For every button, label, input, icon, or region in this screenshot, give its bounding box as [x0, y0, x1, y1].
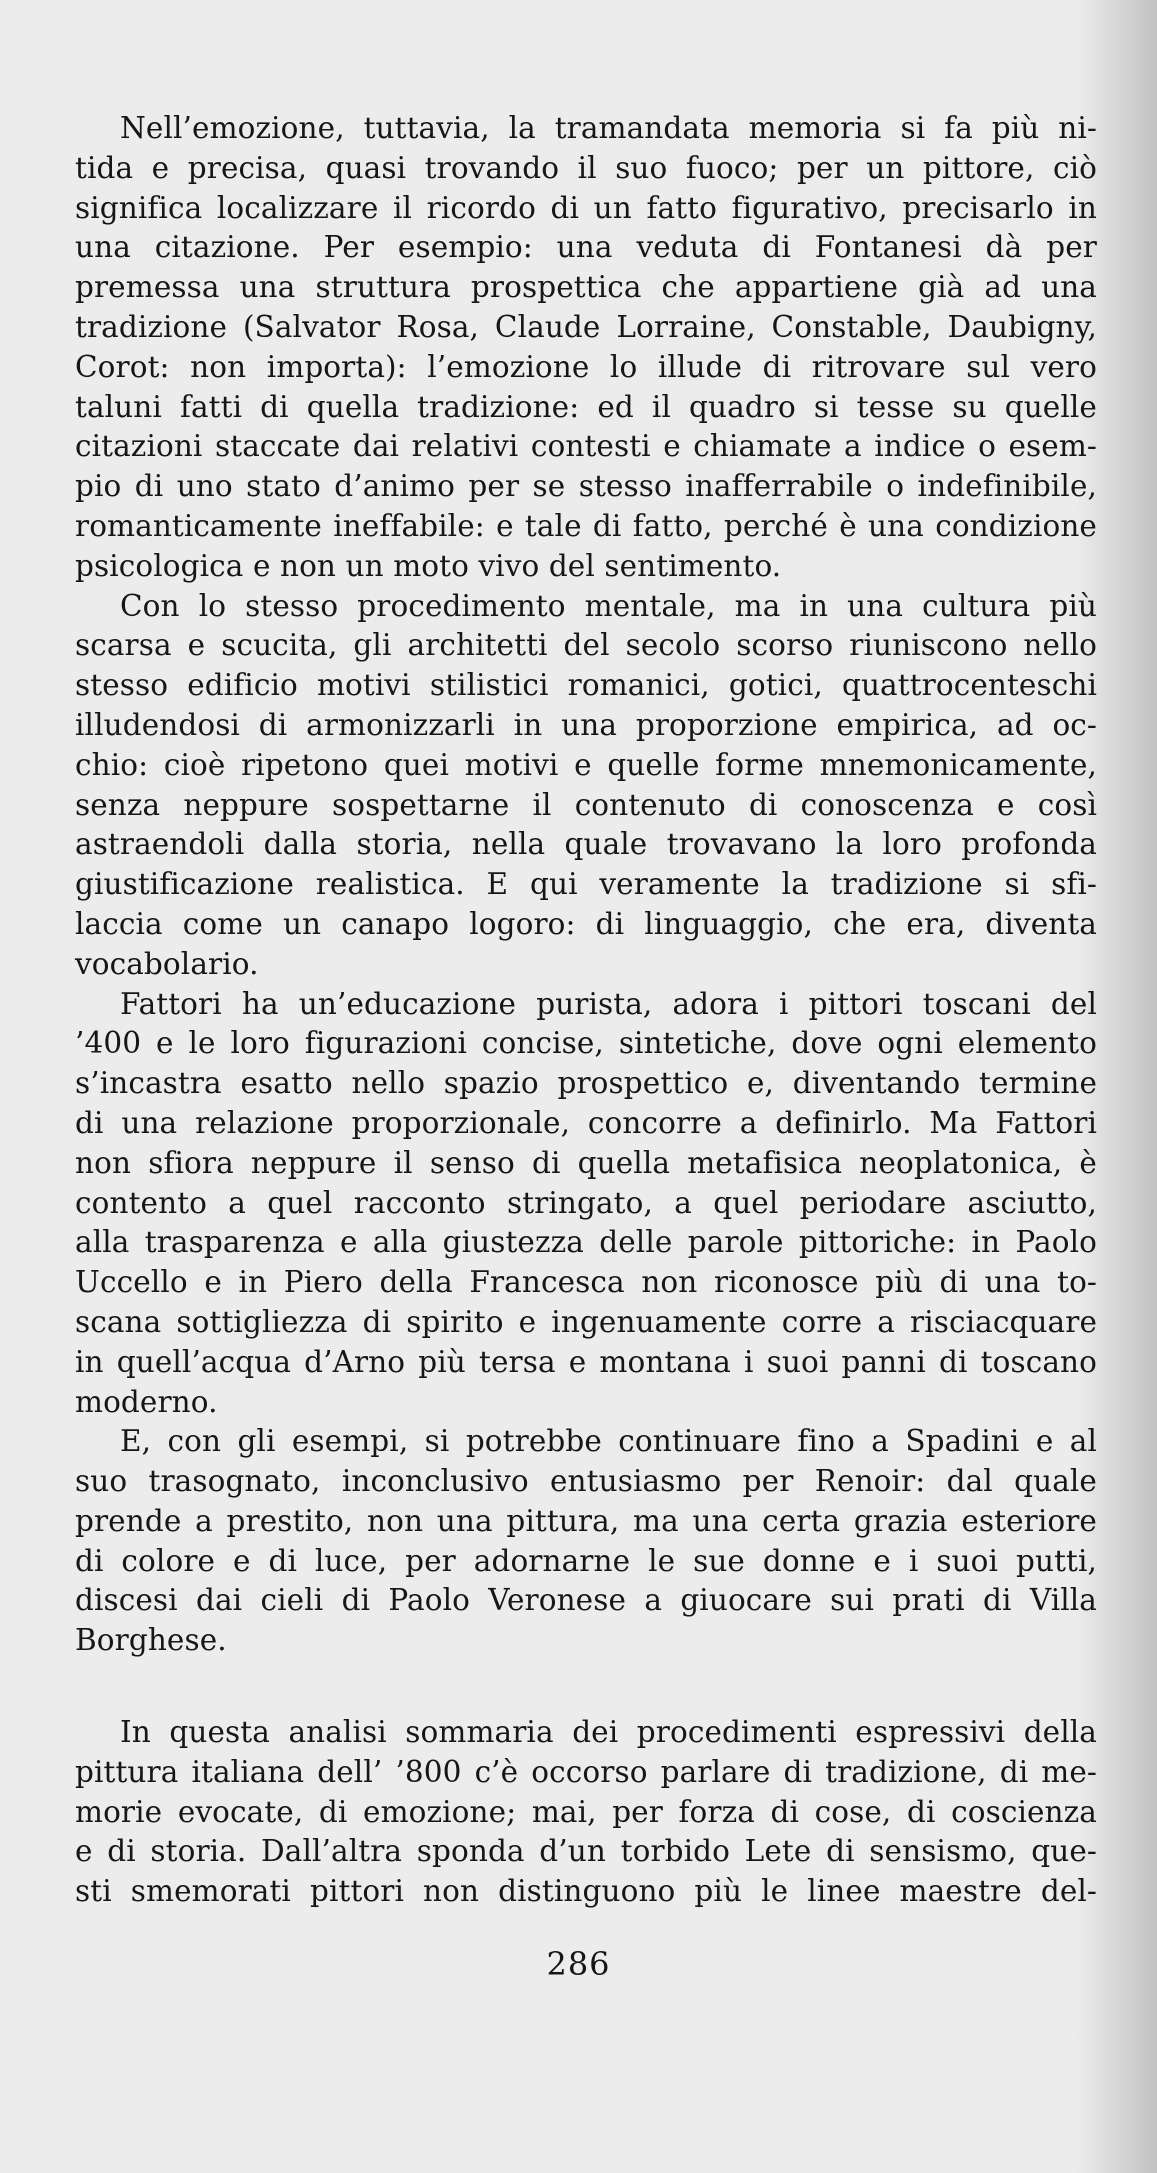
text-line: giustificazione realistica. E qui veramente la tradizione si sfi- — [75, 867, 1097, 902]
text-line: prende a prestito, non una pittura, ma una certa grazia esteriore — [75, 1503, 1097, 1538]
text-line: citazioni staccate dai relativi contesti e chiamate a indice o esem- — [75, 429, 1097, 464]
text-line: di una relazione proporzionale, concorre a definirlo. Ma Fattori — [75, 1105, 1097, 1140]
text-line: pittura italiana dell’ ’800 c’è occorso parlare di tradizione, di me- — [75, 1754, 1097, 1789]
text-line: non sfiora neppure il senso di quella metafisica neoplatonica, è — [75, 1145, 1097, 1180]
paragraph-emozione — [75, 109, 1097, 587]
text-line: E, con gli esempi, si potrebbe continuare fino a Spadini e al — [120, 1424, 1097, 1459]
text-line: scana sottigliezza di spirito e ingenuamente corre a risciacquare — [75, 1304, 1097, 1339]
text-line: astraendoli dalla storia, nella quale trovavano la loro profonda — [75, 827, 1097, 862]
text-line: Con lo stesso procedimento mentale, ma in una cultura più — [120, 588, 1097, 623]
text-line: sti smemorati pittori non distinguono più le linee maestre del- — [75, 1874, 1097, 1909]
body-text-main — [75, 109, 1097, 1661]
text-line: taluni fatti di quella tradizione: ed il quadro si tesse su quelle — [75, 389, 1097, 424]
text-line: ’400 e le loro figurazioni concise, sintetiche, dove ogni elemento — [75, 1026, 1097, 1061]
text-line: Fattori ha un’educazione purista, adora i pittori toscani del — [120, 986, 1097, 1021]
text-line: stesso edificio motivi stilistici romanici, gotici, quattrocenteschi — [75, 668, 1097, 703]
text-line: scarsa e scucita, gli architetti del secolo scorso riuniscono nello — [75, 628, 1097, 663]
text-line: illudendosi di armonizzarli in una proporzione empirica, ad oc- — [75, 707, 1097, 742]
text-line: morie evocate, di emozione; mai, per forza di cose, di coscienza — [75, 1794, 1097, 1829]
text-line: alla trasparenza e alla giustezza delle parole pittoriche: in Paolo — [75, 1225, 1097, 1260]
paragraph-fattori — [75, 985, 1097, 1423]
text-line: In questa analisi sommaria dei procedimenti espressivi della — [120, 1715, 1097, 1749]
text-line: senza neppure sospettarne il contenuto di conoscenza e così — [75, 787, 1097, 822]
text-line: vocabolario. — [75, 946, 259, 981]
paragraph-spadini — [75, 1422, 1097, 1661]
text-line: significa localizzare il ricordo di un fatto figurativo, precisarlo in — [75, 190, 1097, 225]
text-line: Uccello e in Piero della Francesca non riconosce più di una to- — [75, 1265, 1097, 1300]
text-line: premessa una struttura prospettica che appartiene già ad una — [75, 270, 1097, 305]
text-line: in quell’acqua d’Arno più tersa e montana i suoi panni di toscano — [75, 1344, 1097, 1379]
text-line: psicologica e non un moto vivo del sentimento. — [75, 548, 782, 583]
text-line: Nell’emozione, tuttavia, la tramandata memoria si fa più ni- — [120, 111, 1097, 145]
text-line: romanticamente ineffabile: e tale di fatto, perché è una condizione — [75, 508, 1097, 543]
text-line: di colore e di luce, per adornarne le sue donne e i suoi putti, — [75, 1543, 1097, 1578]
text-line: discesi dai cieli di Paolo Veronese a giuocare sui prati di Villa — [75, 1583, 1097, 1618]
text-line: s’incastra esatto nello spazio prospettico e, diventando termine — [75, 1066, 1097, 1101]
text-line: Corot: non importa): l’emozione lo illude di ritrovare sul vero — [75, 349, 1097, 384]
text-line: suo trasognato, inconclusivo entusiasmo per Renoir: dal quale — [75, 1464, 1097, 1499]
text-line: chio: cioè ripetono quei motivi e quelle forme mnemonicamente, — [75, 747, 1097, 782]
text-line: tida e precisa, quasi trovando il suo fuoco; per un pittore, ciò — [75, 150, 1097, 185]
paragraph-architetti — [75, 587, 1097, 985]
text-line: tradizione (Salvator Rosa, Claude Lorraine, Constable, Daubigny, — [75, 309, 1097, 344]
text-line: laccia come un canapo logoro: di linguaggio, che era, diventa — [75, 906, 1097, 941]
text-line: contento a quel racconto stringato, a quel periodare asciutto, — [75, 1185, 1097, 1220]
body-text-section — [75, 1713, 1097, 1912]
text-line: moderno. — [75, 1384, 218, 1419]
page-number: 286 — [546, 1945, 611, 1983]
text-line: pio di uno stato d’animo per se stesso inafferrabile o indefinibile, — [75, 469, 1097, 504]
text-line: Borghese. — [75, 1623, 227, 1658]
text-line: una citazione. Per esempio: una veduta di Fontanesi dà per — [75, 230, 1097, 265]
paragraph-analisi — [75, 1713, 1097, 1912]
text-line: e di storia. Dall’altra sponda d’un torbido Lete di sensismo, que- — [75, 1834, 1097, 1869]
